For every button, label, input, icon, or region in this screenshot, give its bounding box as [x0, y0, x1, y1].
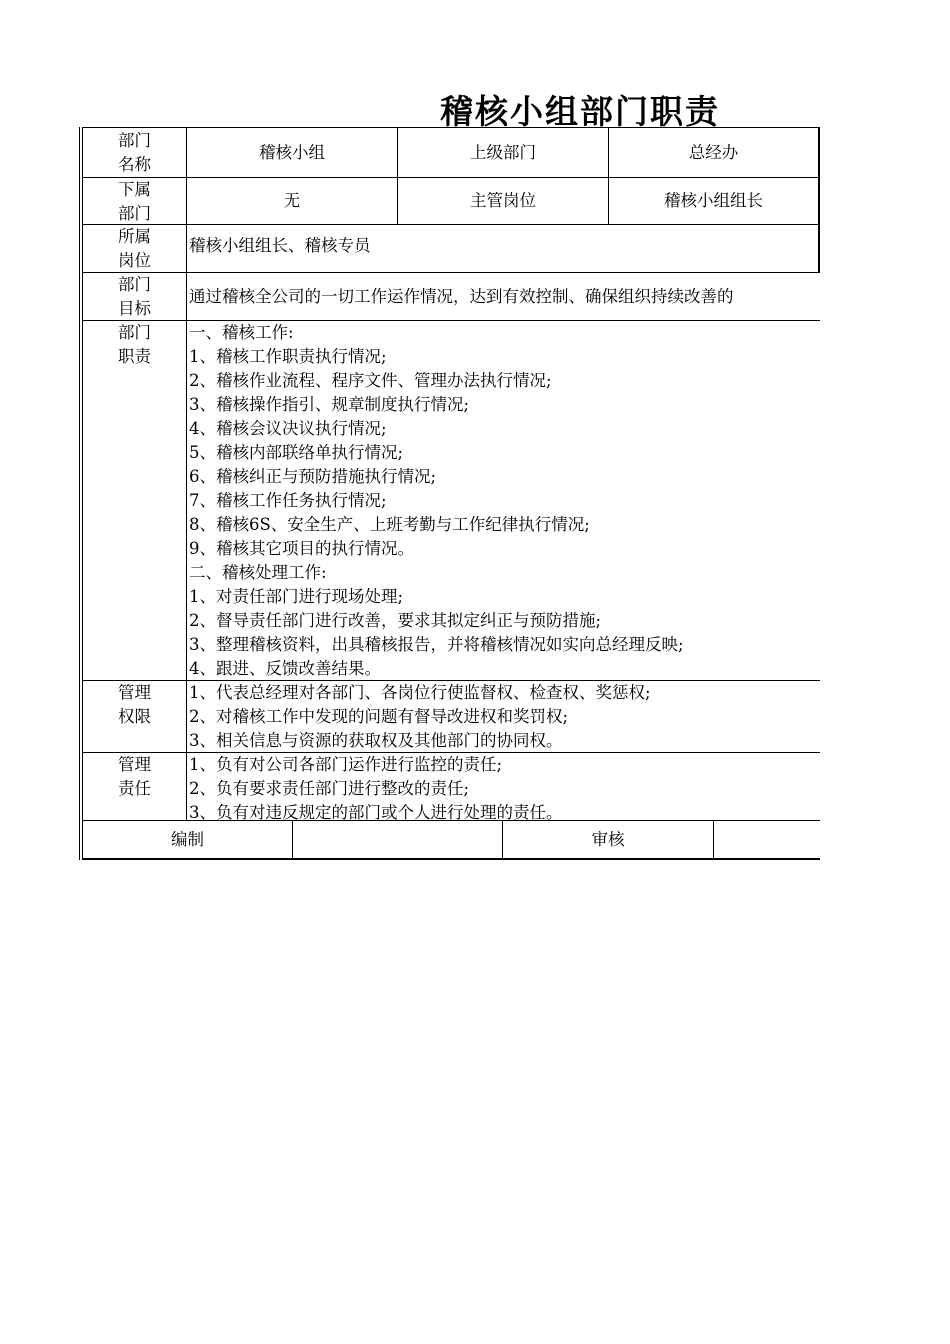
list-item: 3、稽核操作指引、规章制度执行情况;: [189, 395, 470, 414]
list-item: 一、稽核工作:: [189, 323, 294, 342]
mgmt-authority-label: 管理 权限: [82, 680, 186, 752]
mgmt-authority-list: [186, 680, 820, 752]
duty-table: [79, 127, 820, 860]
list-item: 1、负有对公司各部门运作进行监控的责任;: [189, 755, 503, 774]
list-item: 3、负有对违反规定的部门或个人进行处理的责任。: [189, 803, 563, 820]
list-item: 3、整理稽核资料，出具稽核报告，并将稽核情况如实向总经理反映;: [189, 635, 684, 654]
compiled-label: 编制: [82, 820, 292, 860]
list-item: 6、稽核纠正与预防措施执行情况;: [189, 467, 437, 486]
dept-duty-label: 部门 职责: [82, 320, 186, 680]
posts-label: 所属 岗位: [82, 224, 186, 272]
page-title: 稽核小组部门职责: [440, 92, 720, 131]
dept-name-value: 稽核小组: [186, 127, 397, 177]
manager-post-value: 稽核小组组长: [608, 177, 820, 224]
sub-dept-value: 无: [186, 177, 397, 224]
dept-name-label: 部门 名称: [82, 127, 186, 177]
review-value[interactable]: [713, 820, 820, 860]
list-item: 1、对责任部门进行现场处理;: [189, 587, 404, 606]
review-label: 审核: [502, 820, 713, 860]
sub-dept-label: 下属 部门: [82, 177, 186, 224]
table-outer-border: [79, 127, 80, 860]
list-item: 9、稽核其它项目的执行情况。: [189, 539, 414, 558]
list-item: 1、代表总经理对各部门、各岗位行使监督权、检查权、奖惩权;: [189, 683, 651, 702]
compiled-value[interactable]: [292, 820, 502, 860]
list-item: 5、稽核内部联络单执行情况;: [189, 443, 404, 462]
list-item: 1、稽核工作职责执行情况;: [189, 347, 387, 366]
list-item: 4、稽核会议决议执行情况;: [189, 419, 387, 438]
list-item: 8、稽核6S、安全生产、上班考勤与工作纪律执行情况;: [189, 515, 590, 534]
list-item: 7、稽核工作任务执行情况;: [189, 491, 387, 510]
list-item: 3、相关信息与资源的获取权及其他部门的协同权。: [189, 731, 563, 750]
dept-goal-label: 部门 目标: [82, 272, 186, 320]
parent-dept-value: 总经办: [608, 127, 820, 177]
manager-post-label: 主管岗位: [397, 177, 608, 224]
list-item: 2、稽核作业流程、程序文件、管理办法执行情况;: [189, 371, 552, 390]
list-item: 2、对稽核工作中发现的问题有督导改进权和奖罚权;: [189, 707, 569, 726]
list-item: 2、负有要求责任部门进行整改的责任;: [189, 779, 470, 798]
list-item: 二、稽核处理工作:: [189, 563, 327, 582]
dept-duty-list: [186, 320, 820, 680]
list-item: 2、督导责任部门进行改善，要求其拟定纠正与预防措施;: [189, 611, 602, 630]
posts-value: 稽核小组组长、稽核专员: [186, 224, 820, 272]
dept-goal-value: 通过稽核全公司的一切工作运作情况，达到有效控制、确保组织持续改善的: [186, 272, 820, 320]
mgmt-responsibility-label: 管理 责任: [82, 752, 186, 820]
parent-dept-label: 上级部门: [397, 127, 608, 177]
list-item: 4、跟进、反馈改善结果。: [189, 659, 381, 678]
mgmt-responsibility-list: [186, 752, 820, 820]
